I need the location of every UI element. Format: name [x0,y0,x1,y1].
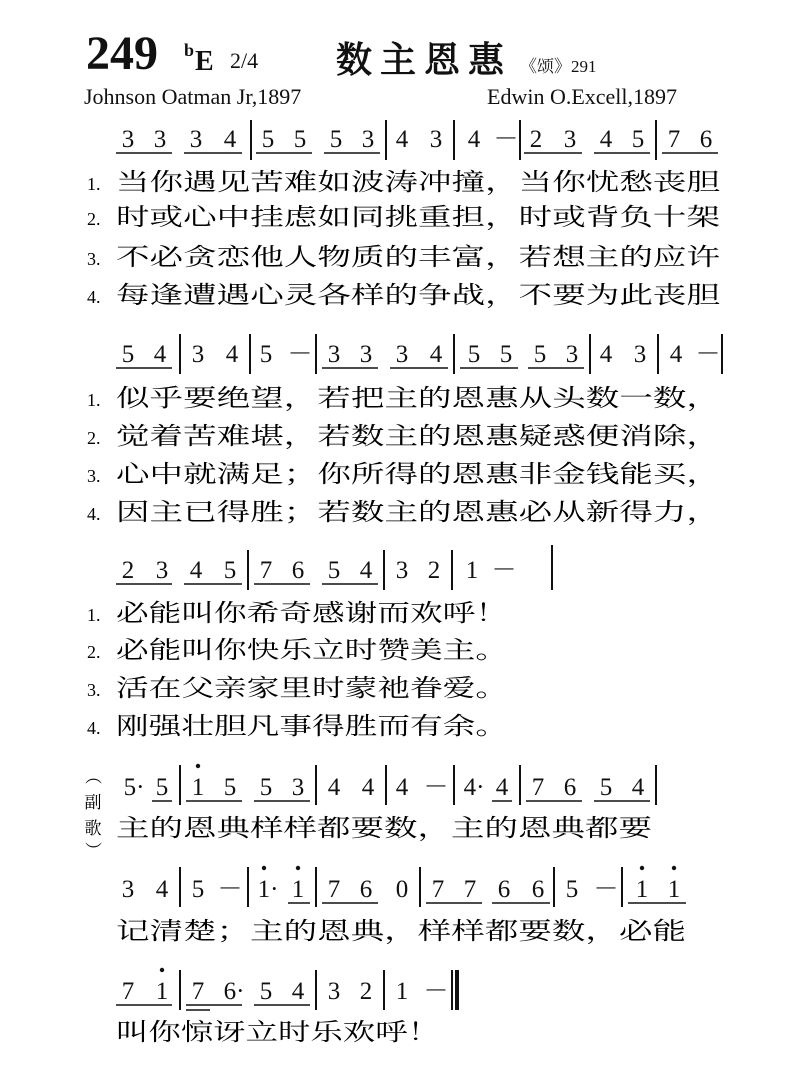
note: 5 [191,876,205,903]
note: 3 [633,341,647,368]
chorus-lyric-line: 主的恩典样样都要数，主的恩典都要 [116,814,652,842]
system-5 [116,866,686,945]
note: － [423,774,449,801]
note: 1 [635,876,649,903]
note: 4 [291,978,305,1005]
verse-lyric-line: 必能叫你快乐立时赞美主。 [116,636,508,664]
note: 5 [533,341,547,368]
bar-lines [180,867,622,907]
note: 2 [121,557,135,584]
verse-number: 4. [87,718,101,738]
note: 4 [599,341,613,368]
verse-lyric-line: 不必贪恋他人物质的丰富，若想主的应许 [116,243,720,271]
note: 7 [463,876,477,903]
high-octave-dots [196,764,200,768]
verse-number: 4. [87,504,101,524]
note: 5 [499,341,513,368]
note: － [695,341,721,368]
note: 5· [123,774,145,801]
verse-number: 3. [87,249,101,269]
note: 3 [429,126,443,153]
beams [116,1005,310,1010]
flat-sign: b [184,40,195,60]
chorus-label [82,768,102,859]
note: 5 [155,774,169,801]
note: 3 [563,126,577,153]
note: 2 [359,978,373,1005]
note: 4· [463,774,485,801]
bar-lines [180,970,457,1010]
note: 5 [631,126,645,153]
note: 5 [467,341,481,368]
note: 3 [155,557,169,584]
note: 7 [327,876,341,903]
chorus-paren-close: ） [82,841,102,859]
chorus-lyric-line: 记清楚；主的恩典，样样都要数，必能 [116,917,686,945]
note: 5 [259,978,273,1005]
note: 4 [361,774,375,801]
note: － [493,126,519,153]
note: 5 [599,774,613,801]
system-4-chorus [82,764,656,859]
hymn-title: 数主恩惠 [336,40,513,81]
note: 4 [327,774,341,801]
system-1 [87,120,720,309]
hymn-number: 249 [86,27,158,80]
note: 6 [497,876,511,903]
bar-lines [180,765,656,805]
note: 4 [155,876,169,903]
note: 6 [699,126,713,153]
note: 7 [121,978,135,1005]
system-3 [87,545,552,740]
verse-number: 1. [87,390,101,410]
note: － [491,557,517,584]
note: 1 [667,876,681,903]
note: － [287,341,313,368]
note: 4 [359,557,373,584]
note: 1 [465,557,479,584]
verse-lyric-line: 活在父亲家里时蒙祂眷爱。 [116,674,508,702]
verse-lyric-line: 必能叫你希奇感谢而欢呼！ [116,599,508,627]
note: 3 [359,341,373,368]
verse-number: 1. [87,174,101,194]
note: 3 [189,126,203,153]
note: 3 [327,341,341,368]
note: 3 [395,341,409,368]
note: 4 [467,126,481,153]
note: 6 [359,876,373,903]
note: 1 [395,978,409,1005]
bar-lines [180,334,722,374]
lyricist: Johnson Oatman Jr,1897 [84,84,302,109]
chorus-label-char: 副 [84,793,102,813]
note: 2 [427,557,441,584]
note: 3 [565,341,579,368]
note: 5 [259,341,273,368]
note: 3 [327,978,341,1005]
note: 6· [223,978,245,1005]
note: － [593,876,619,903]
note: － [423,978,449,1005]
verse-lyric-line: 每逢遭遇心灵各样的争战，不要为此丧胆 [116,281,720,309]
system-2 [87,334,722,526]
note: 3 [361,126,375,153]
note: 4 [599,126,613,153]
note: 4 [429,341,443,368]
high-octave-dots [160,968,164,972]
note: 4 [189,557,203,584]
note: 3 [291,774,305,801]
note: 4 [631,774,645,801]
note: 5 [223,557,237,584]
note: 5 [223,774,237,801]
note: 1 [155,978,169,1005]
note: 5 [565,876,579,903]
note: 7 [667,126,681,153]
note: 6 [563,774,577,801]
note: 5 [293,126,307,153]
note: 3 [395,557,409,584]
hymnal-reference: 《颂》291 [520,57,597,76]
verse-lyric-line: 似乎要绝望，若把主的恩惠从头数一数， [116,384,720,412]
system-6 [116,968,457,1046]
note: 1· [257,876,279,903]
note: 4 [223,126,237,153]
verse-lyric-line: 当你遇见苦难如波涛冲撞，当你忧愁丧胆 [116,168,720,196]
high-octave-dots [262,866,676,870]
note: 4 [669,341,683,368]
note: 1 [191,774,205,801]
note: 6 [291,557,305,584]
time-signature: 2/4 [230,48,259,73]
chorus-paren-open: （ [82,767,102,785]
note: 5 [261,126,275,153]
verse-lyric-line: 刚强壮胆凡事得胜而有余。 [116,712,508,740]
note: － [217,876,243,903]
note: 3 [191,341,205,368]
verse-number: 2. [87,428,101,448]
chorus-lyric-line: 叫你惊讶立时乐欢呼！ [116,1018,440,1046]
note: 7 [191,978,205,1005]
note: 2 [529,126,543,153]
verse-number: 2. [87,642,101,662]
bar-lines [251,120,656,160]
verse-number: 2. [87,209,101,229]
verse-number: 3. [87,466,101,486]
note: 5 [327,557,341,584]
note: 6 [531,876,545,903]
note: 4 [225,341,239,368]
note: 3 [121,126,135,153]
note: 7 [531,774,545,801]
chorus-label-char: 歌 [84,819,102,839]
verse-lyric-line: 因主已得胜；若数主的恩惠必从新得力， [116,498,720,526]
note: 4 [153,341,167,368]
note: 7 [259,557,273,584]
note: 4 [495,774,509,801]
key-signature [184,40,214,78]
verse-lyric-line: 觉着苦难堪，若数主的恩惠疑惑便消除， [116,422,720,450]
note: 5 [259,774,273,801]
key-letter: E [195,46,214,77]
note: 0 [395,876,409,903]
note: 1 [291,876,305,903]
note: 7 [431,876,445,903]
verse-lyric-line: 心中就满足；你所得的恩惠非金钱能买， [116,460,720,488]
note: 4 [395,774,409,801]
note: 3 [121,876,135,903]
composer: Edwin O.Excell,1897 [487,84,678,109]
verse-number: 1. [87,605,101,625]
verse-lyric-line: 时或心中挂虑如同挑重担，时或背负十架 [116,203,720,231]
note: 5 [121,341,135,368]
note: 4 [395,126,409,153]
verse-number: 4. [87,287,101,307]
note: 3 [153,126,167,153]
verse-number: 3. [87,680,101,700]
note: 5 [329,126,343,153]
bar-lines [248,545,552,590]
